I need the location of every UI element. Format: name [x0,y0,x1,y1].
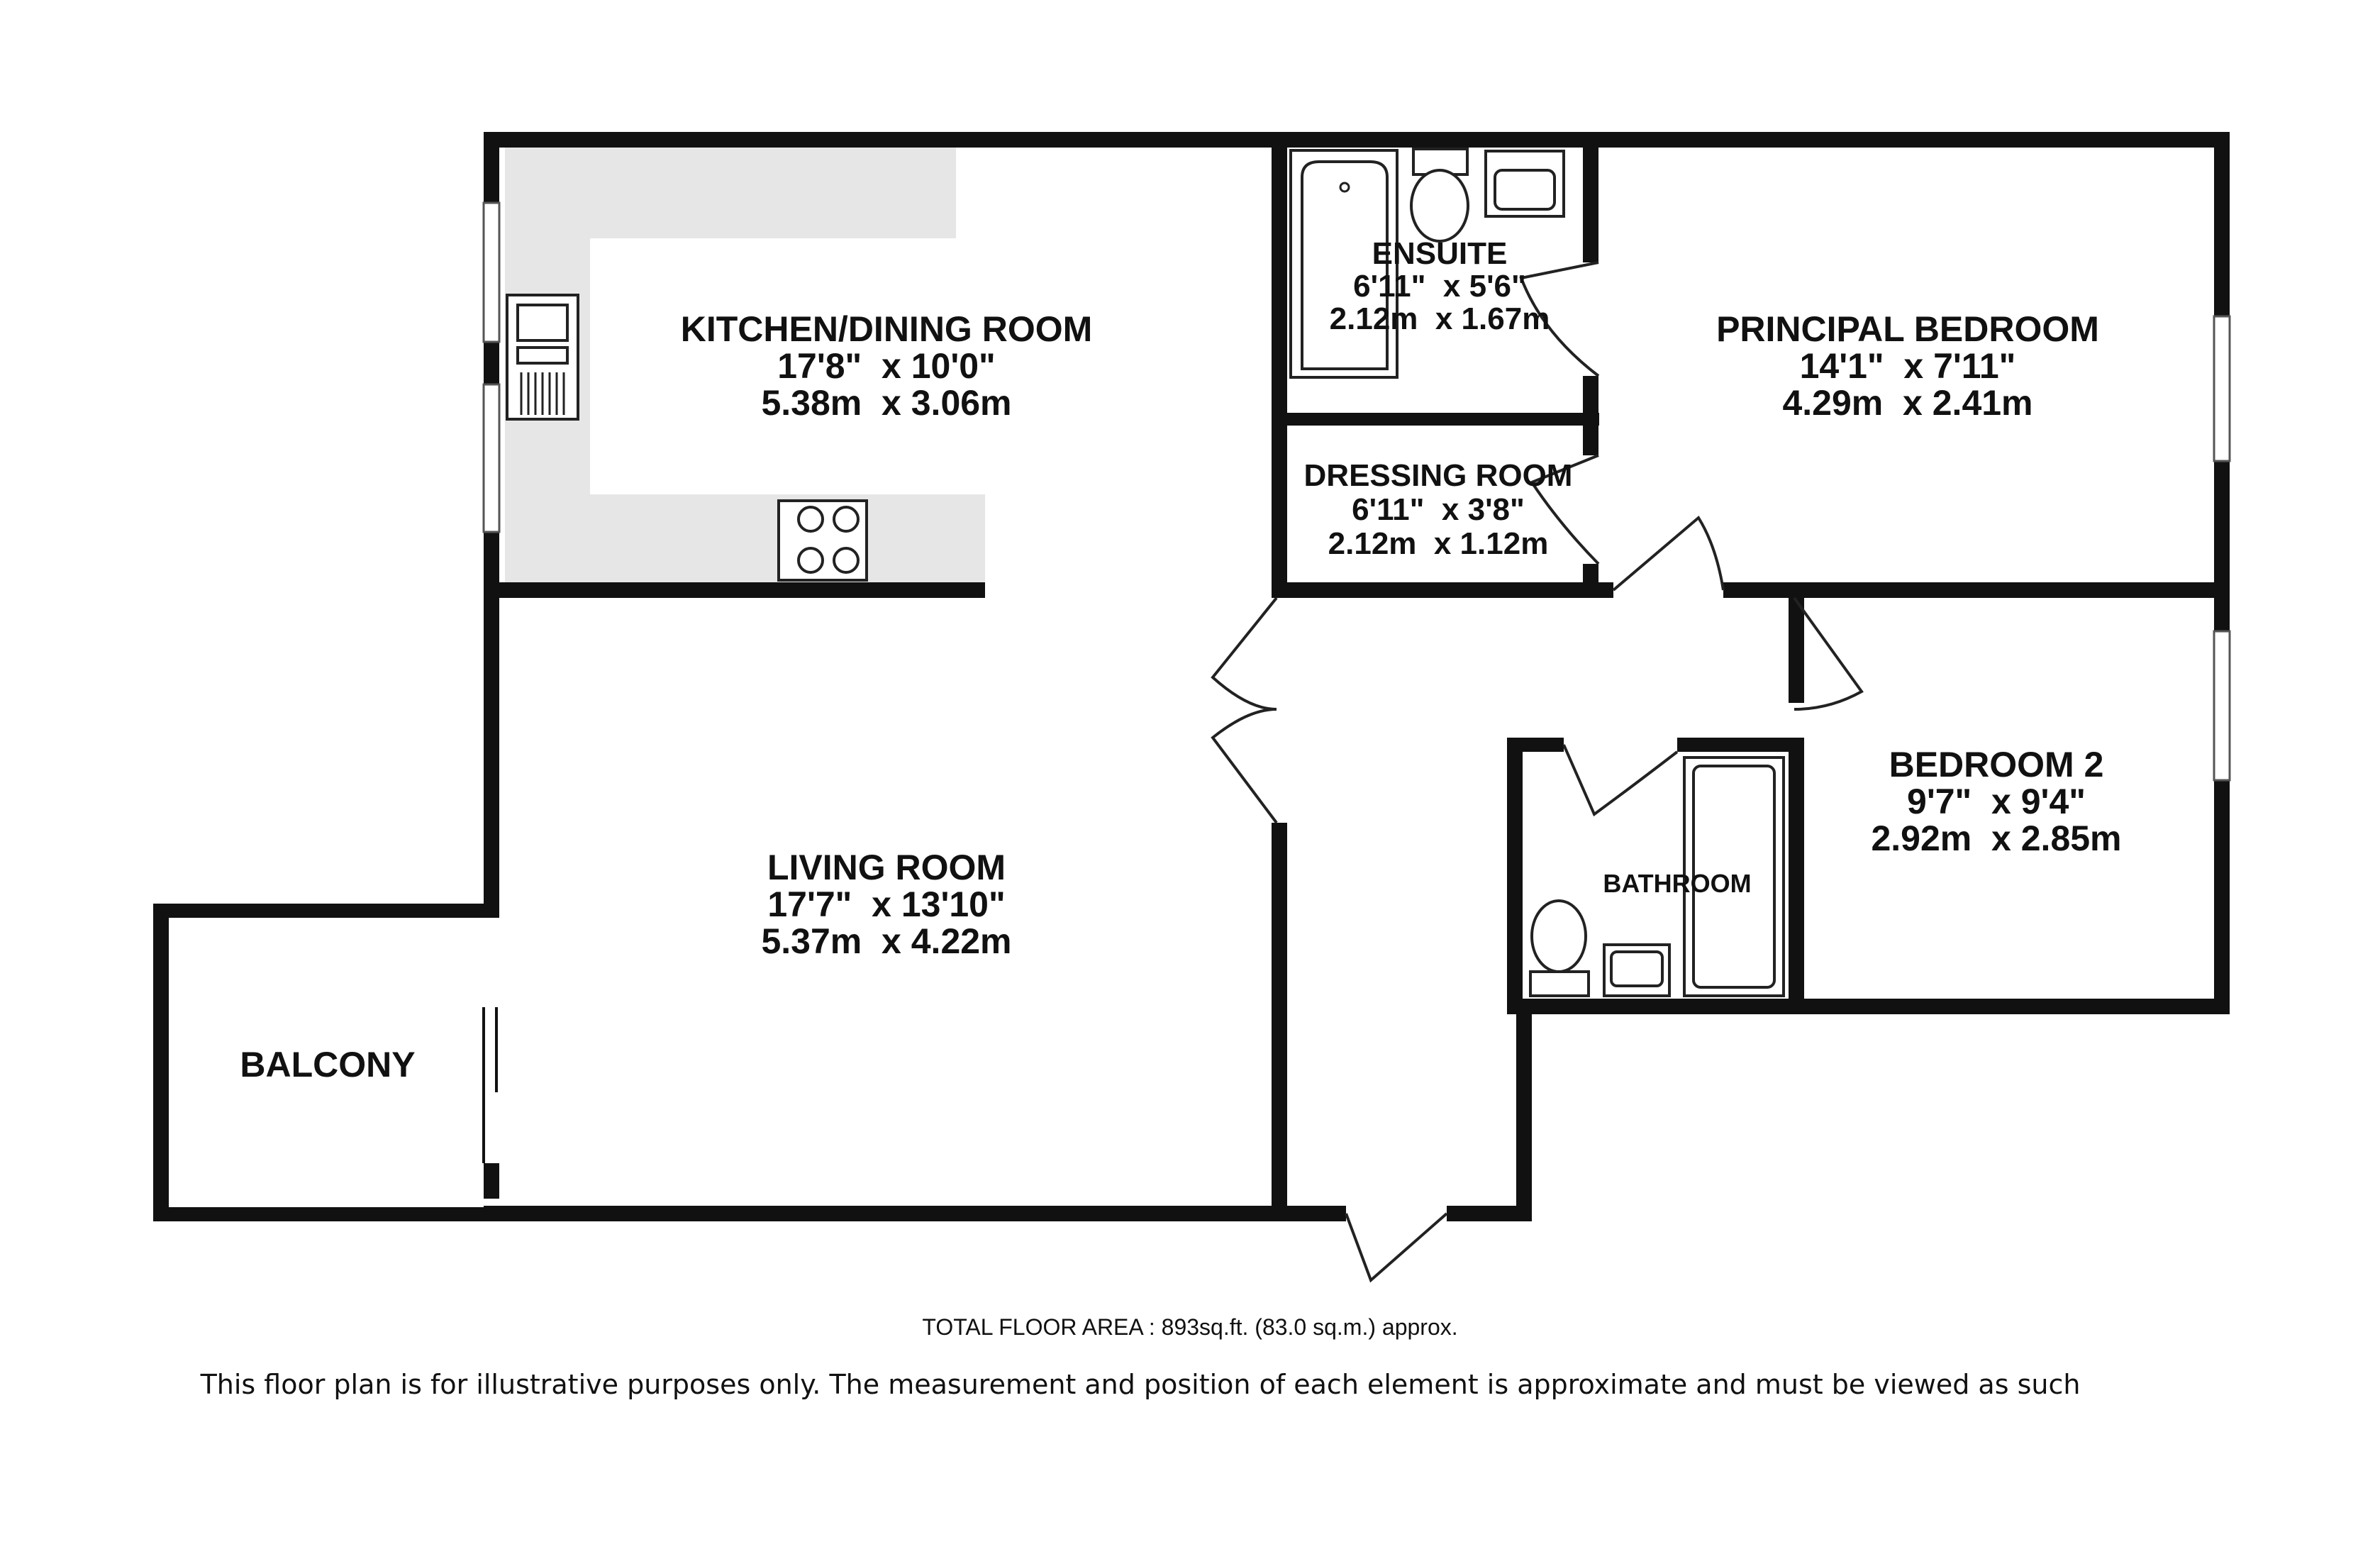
svg-text:DRESSING ROOM: DRESSING ROOM [1303,458,1573,493]
room-dressing-label [1304,458,1573,561]
kitchen-sink-icon [507,295,578,419]
svg-text:2.12m x 1.67m: 2.12m x 1.67m [1329,301,1550,336]
room-principal-bedroom-label [1716,309,2099,423]
bathroom-basin-icon [1604,945,1669,996]
room-living-label [761,848,1011,961]
svg-text:4.29m x 2.41m: 4.29m x 2.41m [1782,383,2033,423]
svg-text:PRINCIPAL BEDROOM: PRINCIPAL BEDROOM [1716,309,2099,349]
walls [153,132,2230,1221]
room-kitchen-label [681,309,1093,423]
svg-text:6'11" x 5'6": 6'11" x 5'6" [1353,269,1526,304]
ensuite-basin-icon [1486,151,1564,216]
svg-text:KITCHEN/DINING ROOM: KITCHEN/DINING ROOM [680,309,1093,349]
svg-text:17'8" x 10'0": 17'8" x 10'0" [777,346,996,386]
bathroom-toilet-icon [1530,901,1589,996]
total-floor-area: TOTAL FLOOR AREA : 893sq.ft. (83.0 sq.m.) approx. [922,1314,1458,1340]
svg-text:BEDROOM 2: BEDROOM 2 [1889,745,2104,784]
svg-text:9'7" x 9'4": 9'7" x 9'4" [1907,782,2086,821]
ensuite-toilet-icon [1411,149,1468,241]
disclaimer-text: This floor plan is for illustrative purposes only. The measurement and position of each element is approximate and must be viewed as such [200,1369,2081,1400]
svg-text:6'11" x 3'8": 6'11" x 3'8" [1352,492,1525,527]
svg-text:LIVING ROOM: LIVING ROOM [767,848,1006,887]
svg-text:5.38m x 3.06m: 5.38m x 3.06m [761,383,1012,423]
svg-text:17'7" x 13'10": 17'7" x 13'10" [767,884,1006,924]
svg-text:ENSUITE: ENSUITE [1372,236,1508,271]
room-bedroom2-label [1871,745,2121,858]
room-bathroom-label: BATHROOM [1603,869,1752,898]
svg-text:2.92m x 2.85m: 2.92m x 2.85m [1871,818,2122,858]
svg-text:2.12m x 1.12m: 2.12m x 1.12m [1328,526,1549,561]
svg-text:14'1" x 7'11": 14'1" x 7'11" [1799,346,2016,386]
svg-text:5.37m x 4.22m: 5.37m x 4.22m [761,921,1012,961]
room-balcony-label: BALCONY [240,1045,416,1084]
hob-icon [779,501,867,580]
